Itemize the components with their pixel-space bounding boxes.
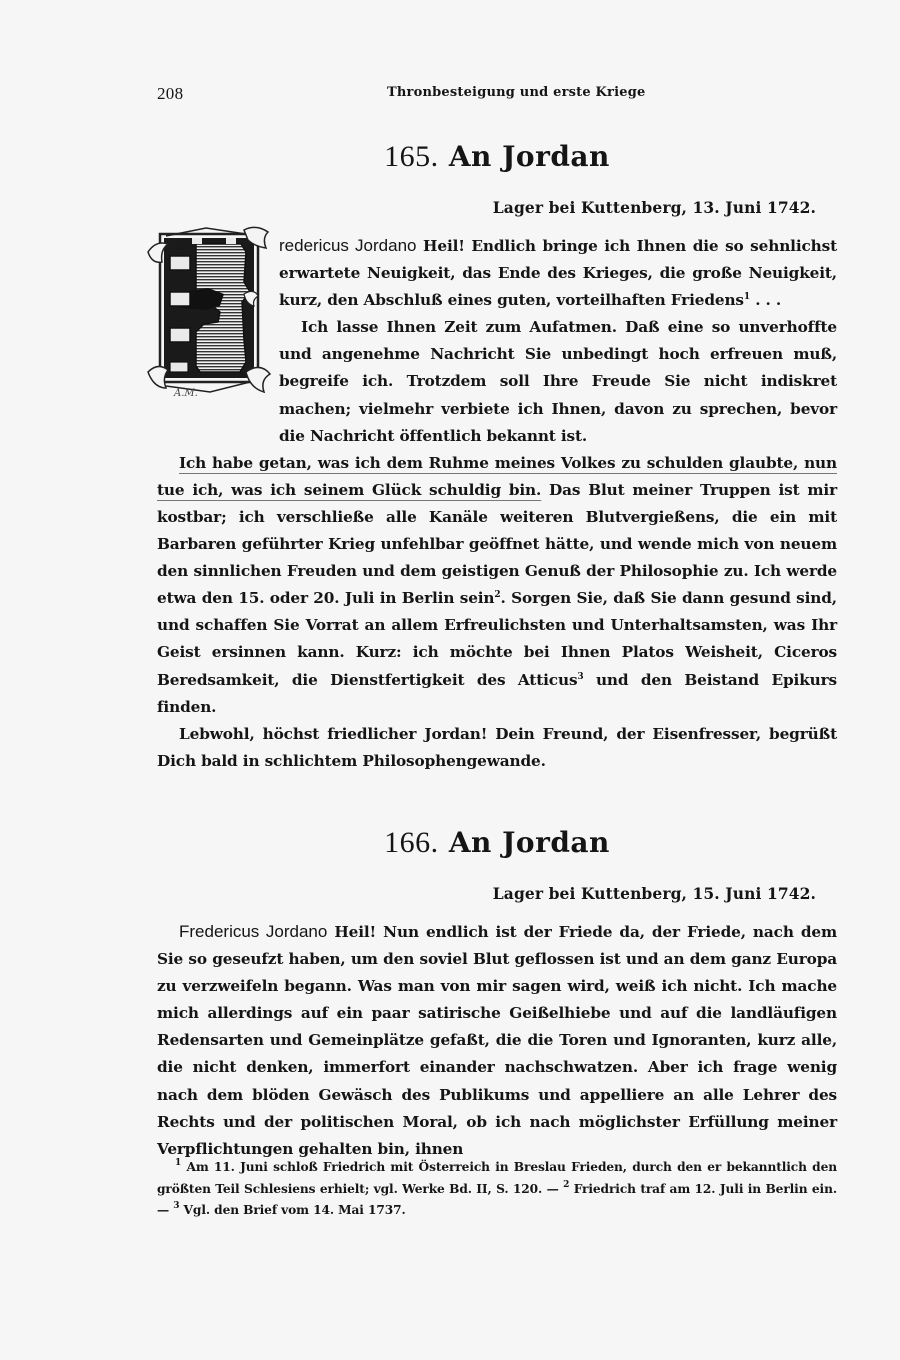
footnote-3: Vgl. den Brief vom 14. Mai 1737. (179, 1203, 406, 1217)
letter-166-body (157, 918, 837, 1163)
page-number: 208 (157, 84, 184, 103)
footnote-ref-1[interactable]: 1 (743, 292, 751, 303)
letter-166-heading (0, 826, 900, 860)
paragraph-1: Fredericus Jordano Heil! Nun endlich ist der Friede da, der Friede, nach dem Sie so geseufzt haben, um den soviel Blut geflossen ist und an dem ganz Europa zu verzweifeln begann. Was man von mir sagen wird, weiß ich nicht. Ich mache mich allerdings auf ein paar satirische Geißelhiebe und auf die landläufigen Redensarten und Gemeinplätze gefaßt, die die Toren und Ignoranten, kurz alle, die nicht denken, immerfort einander nachschwatzen. Aber ich frage wenig nach dem blöden Gewäsch des Publikums und appelliere an alle Lehrer des Rechts und der politischen Moral, ob ich nach möglichster Erfüllung meiner Verpflichtungen gehalten bin, ihnen (157, 922, 837, 1158)
footnote-ref-3[interactable]: 3 (577, 671, 584, 682)
letter-165-body (157, 232, 837, 775)
footnote-2: Friedrich traf am 12. Juli in Berlin ein. — (157, 1181, 837, 1217)
footnote-mark-2: 2 (563, 1179, 570, 1190)
initial-signature: A.M. (174, 388, 198, 399)
running-title: Thronbesteigung und erste Kriege (387, 85, 646, 100)
footnotes (157, 1157, 837, 1222)
footnote-ref-2[interactable]: 2 (494, 590, 501, 601)
paragraph-3: Ich habe getan, was ich dem Ruhme meines Volkes zu schulden glaubte, nun tue ich, was ich seinem Glück schuldig bin. Das Blut meiner Truppen ist mir kostbar; ich verschließe alle Kanäle weiteren Blutvergießens, die ein mit Barbaren geführter Krieg unfehlbar geöffnet hätte, und wende mich von neuem den sinnlichen Freuden und dem geistigen Genuß der Philosophie zu. Ich werde etwa den 15. oder 20. Juli in Berlin sein$^2$. Sorgen Sie, daß Sie dann gesund sind, und schaffen Sie Vorrat an allem Erfreulichsten und Unterhaltsamsten, was Ihr Geist ersinnen kann. Kurz: ich möchte bei Ihnen Platos Weisheit, Ciceros Beredsamkeit, die Dienstfertigkeit des Atticus$^3$ und den Beistand Epikurs finden. (157, 453, 837, 716)
letter-title: An Jordan (448, 826, 610, 859)
paragraph-4: Lebwohl, höchst friedlicher Jordan! Dein Freund, der Eisenfresser, begrüßt Dich bald in schlichtem Philosophengewande. (157, 724, 837, 770)
letter-165-dateline: Lager bei Kuttenberg, 13. Juni 1742. (492, 198, 816, 217)
letter-title: An Jordan (448, 140, 610, 173)
salutation-latin: redericus Jordano (279, 236, 417, 255)
paragraph-1: redericus Jordano Heil! Endlich bringe ich Ihnen die so sehnlichst erwartete Neuigkeit, das Ende des Krieges, die große Neuigkeit, kurz, den Abschluß eines guten, vorteilhaften Friedens$^1$ . . . (279, 236, 837, 310)
paragraph-2: Ich lasse Ihnen Zeit zum Aufatmen. Daß eine so unverhoffte und angenehme Nachricht Sie unbedingt hoch erfreuen muß, begreife ich. Trotzdem soll Ihre Freude Sie nicht indiskret machen; vielmehr verbiete ich Ihnen, davon zu sprechen, bevor die Nachricht öffentlich bekannt ist. (279, 318, 837, 445)
footnote-1: Am 11. Juni schloß Friedrich mit Österreich in Breslau Frieden, durch den er bekanntlich den größten Teil Schlesiens erhielt; vgl. Werke Bd. II, S. 120. — (157, 1160, 837, 1196)
footnote-mark-1: 1 (175, 1158, 182, 1168)
salutation-latin: Fredericus Jordano (179, 922, 328, 941)
letter-number: 165. (384, 140, 439, 173)
letter-166-dateline: Lager bei Kuttenberg, 15. Juni 1742. (492, 884, 816, 903)
letter-number: 166. (384, 826, 439, 859)
footnote-mark-3: 3 (173, 1201, 180, 1211)
underlined-passage: Ich habe getan, was ich dem Ruhme meines Volkes zu schulden glaubte, nun tue ich, was ich seinem Glück schuldig bin. (157, 453, 837, 499)
running-head (157, 84, 837, 106)
footnote-block (157, 1157, 837, 1222)
letter-165-heading (0, 140, 900, 174)
